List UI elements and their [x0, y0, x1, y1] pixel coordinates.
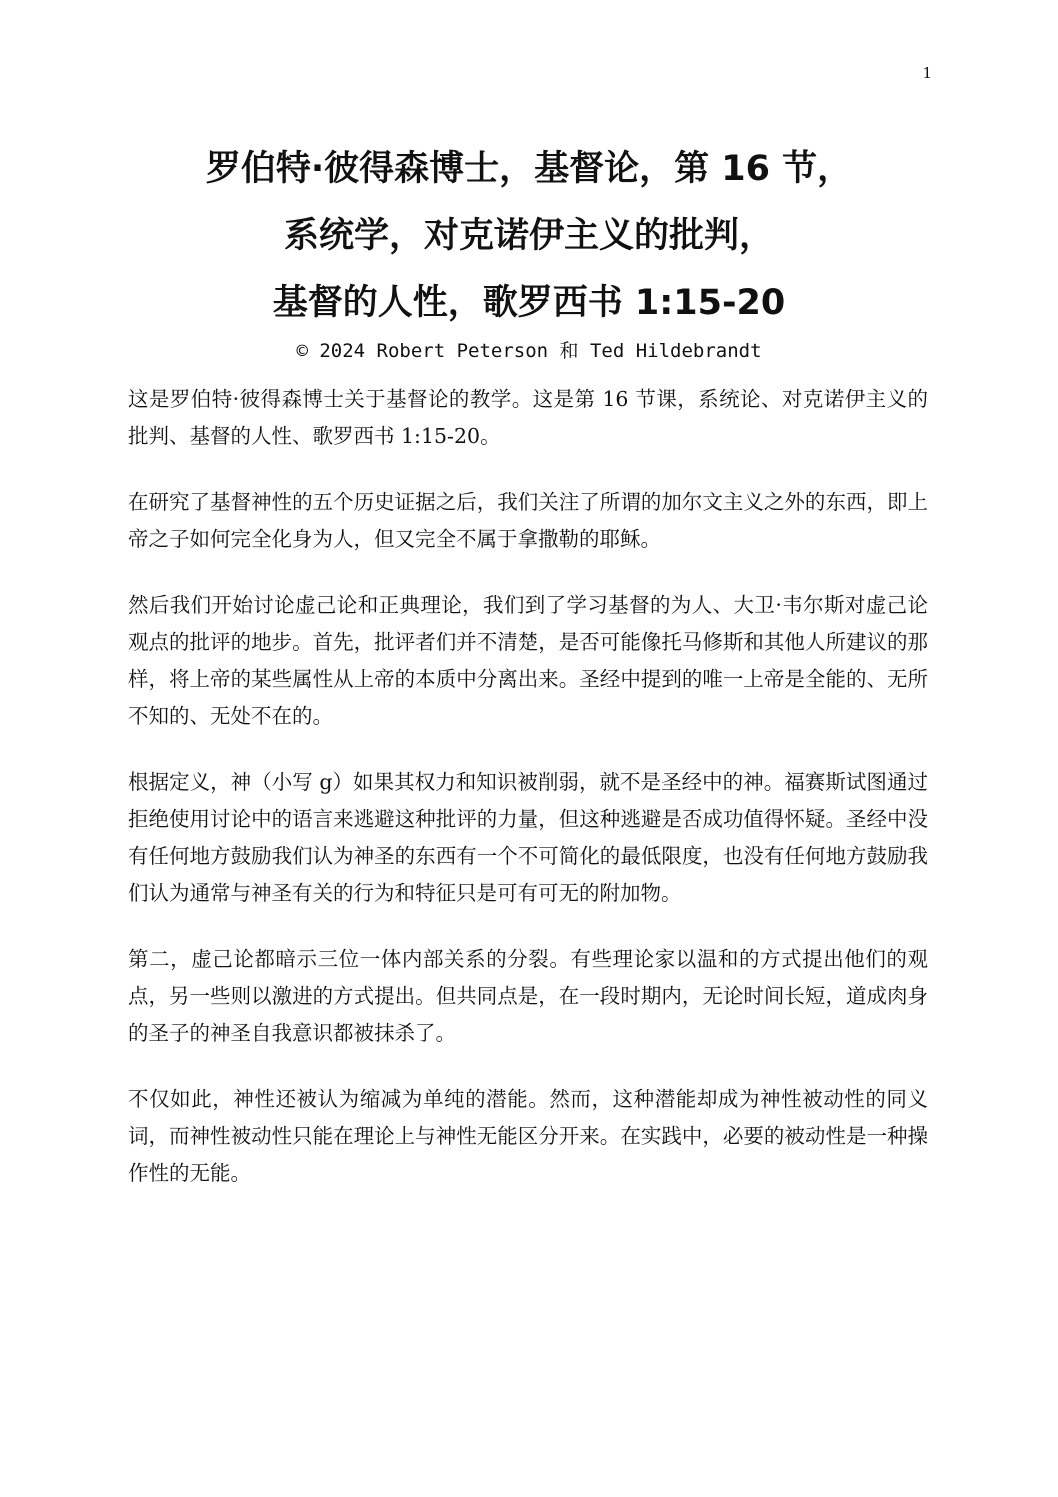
- document-body: [128, 381, 928, 1221]
- paragraph-2: 在研究了基督神性的五个历史证据之后，我们关注了所谓的加尔文主义之外的东西，即上帝之子如何完全化身为人，但又完全不属于拿撒勒的耶稣。: [128, 490, 928, 551]
- paragraph-6: 不仅如此，神性还被认为缩减为单纯的潜能。然而，这种潜能却成为神性被动性的同义词，而神性被动性只能在理论上与神性无能区分开来。在实践中，必要的被动性是一种操作性的无能。: [128, 1087, 928, 1185]
- title-line-2: 系统学，对克诺伊主义的批判，: [283, 216, 774, 256]
- paragraph-3: 然后我们开始讨论虚己论和正典理论，我们到了学习基督的为人、大卫·韦尔斯对虚己论观点的批评的地步。首先，批评者们并不清楚，是否可能像托马修斯和其他人所建议的那样，将上帝的某些属性从上帝的本质中分离出来。圣经中提到的唯一上帝是全能的、无所不知的、无处不在的。: [128, 593, 928, 728]
- paragraph-4: 根据定义，神（小写 g）如果其权力和知识被削弱，就不是圣经中的神。福赛斯试图通过拒绝使用讨论中的语言来逃避这种批评的力量，但这种逃避是否成功值得怀疑。圣经中没有任何地方鼓励我们认为神圣的东西有一个不可简化的最低限度，也没有任何地方鼓励我们认为通常与神圣有关的行为和特征只是可有可无的附加物。: [128, 770, 928, 905]
- title-line-1: 罗伯特·彼得森博士，基督论，第 16 节，: [205, 149, 853, 189]
- page-number: 1: [922, 64, 932, 82]
- document-title-block: [100, 136, 958, 365]
- paragraph-1: 这是罗伯特·彼得森博士关于基督论的教学。这是第 16 节课，系统论、对克诺伊主义的批判、基督的人性、歌罗西书 1:15-20。: [128, 387, 928, 448]
- paragraph-5: 第二，虚己论都暗示三位一体内部关系的分裂。有些理论家以温和的方式提出他们的观点，另一些则以激进的方式提出。但共同点是，在一段时期内，无论时间长短，道成肉身的圣子的神圣自我意识都被抹杀了。: [128, 947, 928, 1045]
- title-line-3: 基督的人性，歌罗西书 1:15-20: [272, 283, 786, 323]
- copyright-notice: © 2024 Robert Peterson 和 Ted Hildebrandt: [296, 340, 762, 362]
